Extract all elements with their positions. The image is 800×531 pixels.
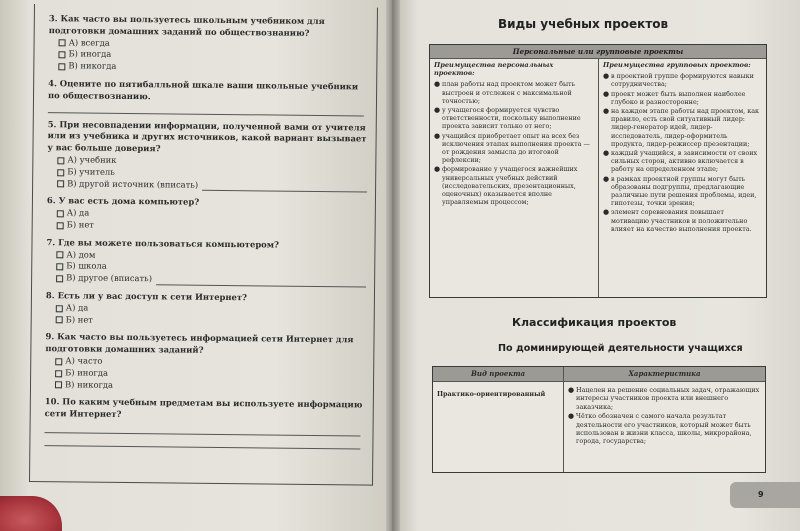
page-title: Виды учебных проектов xyxy=(498,17,669,31)
group-column xyxy=(598,59,766,297)
option[interactable]: В) никогда xyxy=(45,379,365,394)
checkbox-icon[interactable] xyxy=(56,263,63,270)
checkbox-icon[interactable] xyxy=(56,317,63,324)
checkbox-icon[interactable] xyxy=(57,210,64,217)
list-item: ● Чётко обозначен с самого начала результат деятельности его участников, который может быть использован в жизни класса, школы, микрорайона, города, государства; xyxy=(568,412,752,446)
bullet-icon: ● xyxy=(603,89,610,98)
question-text: 8. Есть ли у вас доступ к сети Интернет? xyxy=(45,290,248,303)
bullet-icon: ● xyxy=(603,174,610,183)
bullet-icon: ● xyxy=(568,412,575,421)
bullet-icon: ● xyxy=(434,106,441,115)
question-text: 6. У вас есть дома компьютер? xyxy=(46,195,200,208)
list-item: ● каждый учащийся, в зависимости от своих сильных сторон, активно включается в работу на определенном этапе; xyxy=(603,149,758,174)
column-heading: Преимущества групповых проектов: xyxy=(603,61,751,69)
bullet-icon: ● xyxy=(434,131,441,140)
bullet-icon: ● xyxy=(568,386,575,394)
page-number: 9 xyxy=(758,490,764,499)
option[interactable]: Б) учитель xyxy=(47,166,367,181)
list-item: ● Нацелен на решение социальных задач, отражающих интересы участников проекта или внешнего заказчика; xyxy=(568,386,760,411)
question-3 xyxy=(48,13,369,75)
option[interactable]: А) да xyxy=(46,302,366,317)
option[interactable]: Б) школа xyxy=(46,260,366,275)
project-type-cell: Практико-ориентированный xyxy=(437,390,546,398)
checkbox-icon[interactable] xyxy=(57,157,64,164)
checkbox-icon[interactable] xyxy=(57,181,64,188)
list-item: ● элемент соревнования повышает мотивацию участников и положительно влияет на качество выполнения проекта. xyxy=(603,208,752,233)
question-text: 5. При несовпадении информации, полученной вами от учителя или из учебника и других источников, какой вариант вызывает у вас больше доверия? xyxy=(47,118,367,154)
question-7 xyxy=(46,237,366,288)
option[interactable]: Б) иногда xyxy=(48,49,368,64)
option[interactable]: А) учебник xyxy=(47,154,367,169)
list-item: ● проект может быть выполнен наиболее глубоко и разносторонне; xyxy=(603,89,746,106)
right-page xyxy=(392,0,800,531)
write-in-line[interactable] xyxy=(202,181,367,193)
table-header xyxy=(433,367,765,382)
question-text: 4. Оцените по пятибалльной шкале ваши школьные учебники по обществознанию. xyxy=(47,78,359,102)
column-heading: Преимущества персональных проектов: xyxy=(434,61,554,78)
bullet-icon: ● xyxy=(434,80,441,89)
checkbox-icon[interactable] xyxy=(55,358,62,365)
checkbox-icon[interactable] xyxy=(58,63,65,70)
bullet-icon: ● xyxy=(603,107,610,116)
option[interactable]: А) часто xyxy=(45,355,365,370)
checkbox-icon[interactable] xyxy=(55,370,62,377)
list-item: ● в проектной группе формируются навыки сотрудничества; xyxy=(603,72,754,89)
question-text: 7. Где вы можете пользоваться компьютером? xyxy=(46,236,280,250)
checkbox-icon[interactable] xyxy=(55,382,62,389)
classification-table xyxy=(432,366,766,473)
question-4 xyxy=(48,78,368,116)
section-subtitle: По доминирующей деятельности учащихся xyxy=(498,343,743,354)
list-item: ● на каждом этапе работы над проектом, как правило, есть свой ситуативный лидер: лидер-генератор идей, лидер-исследователь, лидер-оформитель продукта, лидер-режиссер презентации; xyxy=(603,107,760,148)
section-title: Классификация проектов xyxy=(512,316,677,329)
questionnaire-frame xyxy=(29,4,378,486)
question-5 xyxy=(47,119,368,193)
option[interactable]: Б) нет xyxy=(47,219,367,234)
option[interactable]: В) никогда xyxy=(48,60,368,75)
personal-column xyxy=(430,59,598,297)
question-text: 10. По каким учебным предметам вы используете информацию сети Интернет? xyxy=(44,396,363,420)
question-text: 3. Как часто вы пользуетесь школьным учебником для подготовки домашних заданий по обществознанию? xyxy=(48,13,325,38)
write-in-line[interactable] xyxy=(156,275,366,287)
bullet-icon: ● xyxy=(603,149,610,158)
checkbox-icon[interactable] xyxy=(59,40,66,47)
column-header-characteristic: Характеристика xyxy=(563,367,765,381)
checkbox-icon[interactable] xyxy=(56,275,63,282)
option[interactable]: А) дом xyxy=(46,249,366,264)
characteristic-cell xyxy=(563,382,765,472)
list-item: ● учащийся приобретает опыт на всех без исключения этапах выполнения проекта — от рождения замысла до итоговой рефлексии; xyxy=(434,131,590,165)
bullet-icon: ● xyxy=(603,72,610,81)
column-header-type: Вид проекта xyxy=(470,368,526,378)
checkbox-icon[interactable] xyxy=(57,169,64,176)
answer-line[interactable] xyxy=(48,102,364,116)
list-item: ● план работы над проектом может быть выстроен и отслежен с максимальной точностью; xyxy=(434,80,576,105)
project-types-table xyxy=(429,44,767,298)
checkbox-icon[interactable] xyxy=(56,305,63,312)
book-gutter xyxy=(386,0,400,531)
option[interactable]: А) всегда xyxy=(49,37,369,52)
checkbox-icon[interactable] xyxy=(58,51,65,58)
option[interactable]: В) другой источник (вписать) xyxy=(47,178,367,193)
list-item: ● в рамках проектной группы могут быть образованы подгруппы, предлагающие различные пути решения проблемы, идеи, гипотезы, точки зрения; xyxy=(603,174,757,208)
question-10 xyxy=(44,396,365,449)
question-9 xyxy=(45,331,366,393)
table-header: Персональные или групповые проекты xyxy=(430,45,766,59)
table-row xyxy=(433,382,765,472)
option[interactable]: А) да xyxy=(47,207,367,222)
answer-line[interactable] xyxy=(44,433,360,449)
question-6 xyxy=(47,196,367,235)
question-text: 9. Как часто вы пользуетесь информацией сети Интернет для подготовки домашних заданий? xyxy=(45,331,354,355)
checkbox-icon[interactable] xyxy=(57,222,64,229)
list-item: ● формирование у учащегося важнейших универсальных учебных действий (исследовательских, презентационных, оценочных) оказывается вполне управляемым процессом; xyxy=(434,165,578,207)
page-number-tab xyxy=(730,482,800,508)
option[interactable]: Б) нет xyxy=(46,314,366,329)
bullet-icon: ● xyxy=(434,165,441,174)
option[interactable]: Б) иногда xyxy=(45,367,365,382)
checkbox-icon[interactable] xyxy=(56,252,63,259)
bullet-icon: ● xyxy=(603,208,610,217)
finger-photo xyxy=(0,496,62,531)
question-8 xyxy=(46,290,366,329)
left-page xyxy=(0,0,392,531)
list-item: ● у учащегося формируется чувство ответственности, поскольку выполнение проекта зависит только от него; xyxy=(434,106,581,131)
option[interactable]: В) другое (вписать) xyxy=(46,272,366,287)
